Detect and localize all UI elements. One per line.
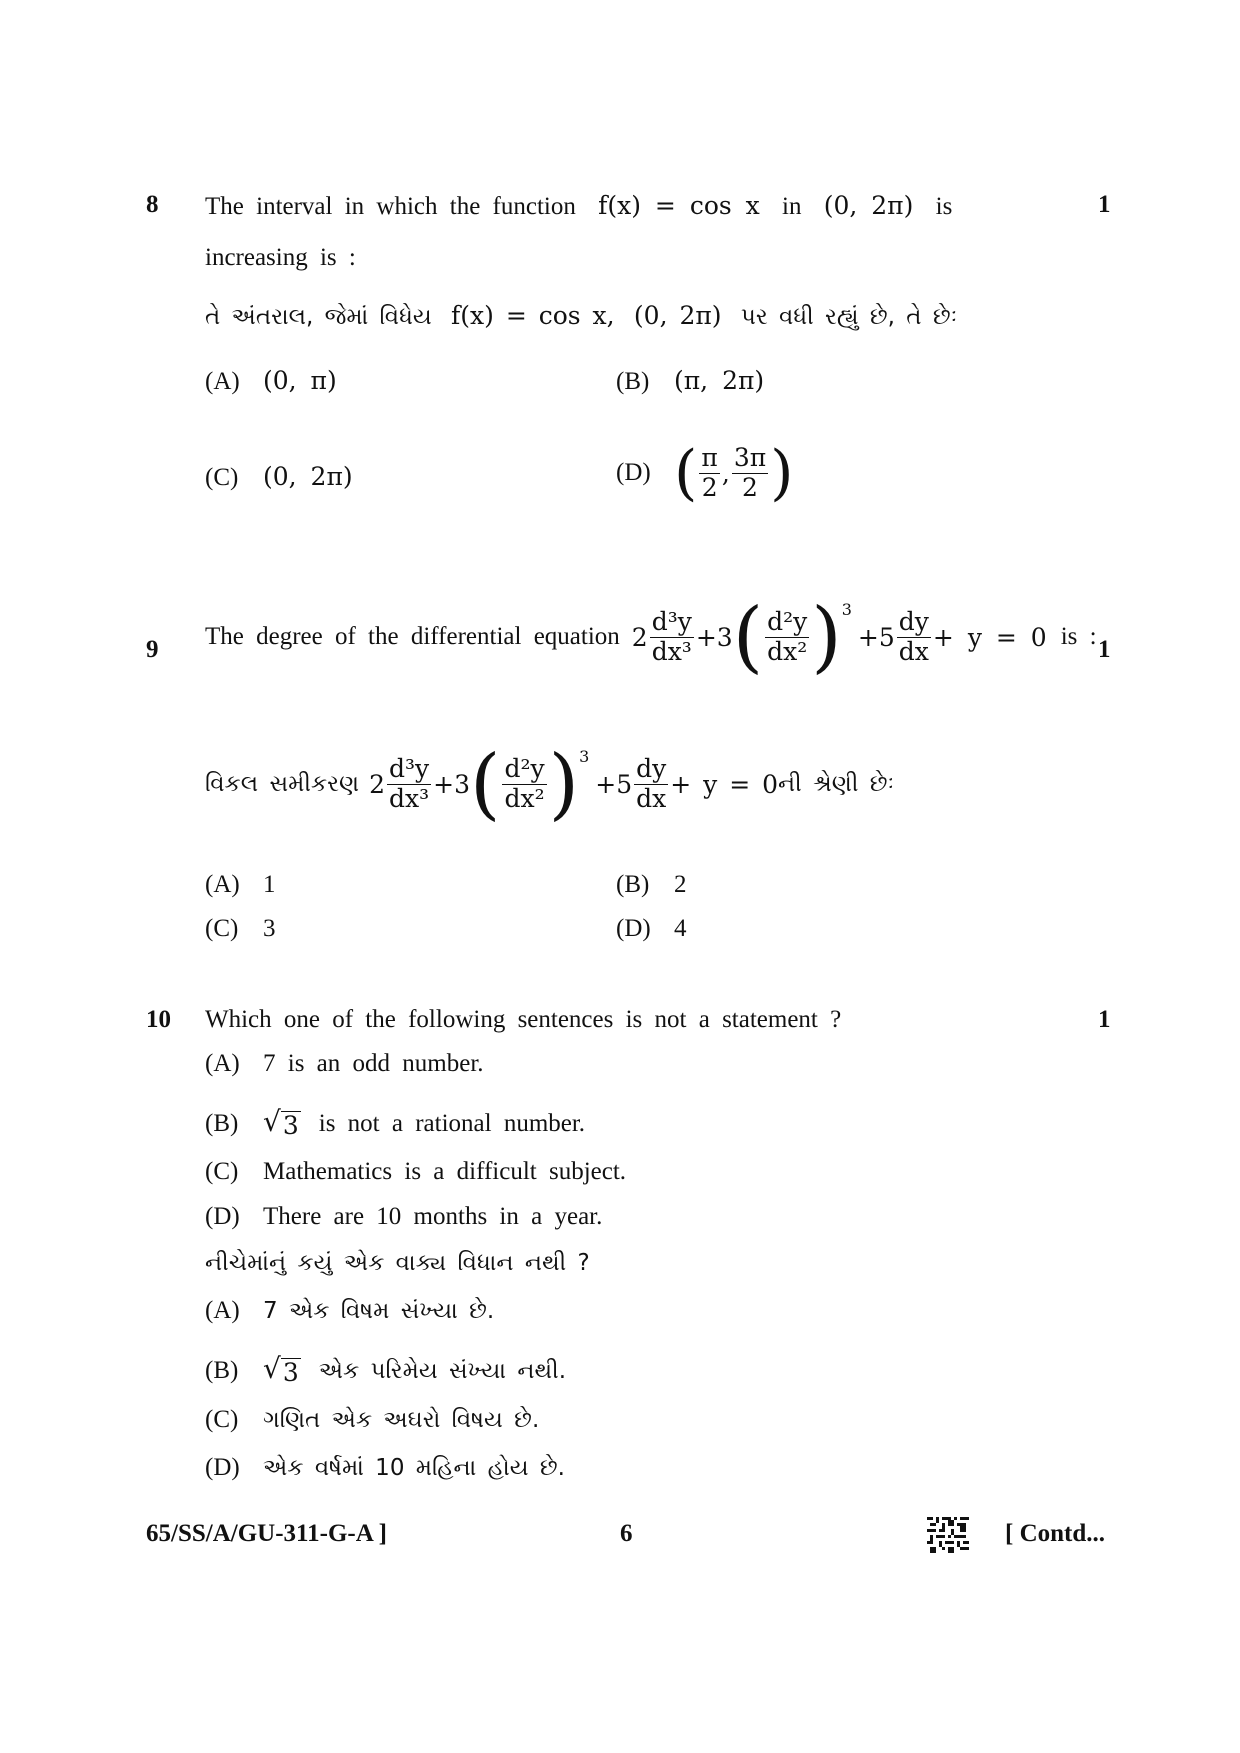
q10-gu-option-d xyxy=(205,1454,565,1482)
numerator: d²y xyxy=(504,753,545,783)
numerator: d²y xyxy=(767,606,808,636)
option-label: (D) xyxy=(616,459,651,486)
q8-function: f(x) = cos x xyxy=(598,191,760,220)
square-root xyxy=(263,1352,301,1387)
fraction xyxy=(387,755,431,814)
denominator: 2 xyxy=(732,473,768,503)
q8-gu-text-b: પર વધી રહ્યું છે, તે છેઃ xyxy=(740,304,958,330)
term: +3 xyxy=(695,622,733,652)
q9-option-a xyxy=(205,871,276,899)
numerator: d³y xyxy=(651,606,692,636)
option-label: (B) xyxy=(616,368,650,395)
denominator: 2 xyxy=(699,473,719,503)
question-8-marks: 1 xyxy=(1098,191,1111,218)
q10-gu-option-c xyxy=(205,1406,539,1434)
term: +5 xyxy=(857,622,895,652)
denominator: dx xyxy=(897,637,931,667)
fraction xyxy=(699,444,719,503)
numerator: π xyxy=(701,442,718,472)
option-label: (D) xyxy=(616,915,651,942)
denominator: dx³ xyxy=(387,784,431,814)
denominator: dx³ xyxy=(650,637,694,667)
q9-option-c xyxy=(205,915,276,943)
numerator: dy xyxy=(898,606,929,636)
option-label: (D) xyxy=(205,1454,240,1481)
option-label: (B) xyxy=(205,1357,239,1384)
option-value xyxy=(674,438,794,508)
radical-sign: √ xyxy=(263,1105,281,1138)
numerator: d³y xyxy=(389,753,430,783)
q8-option-c xyxy=(205,462,353,492)
option-label: (B) xyxy=(205,1110,239,1137)
option-label: (D) xyxy=(205,1203,240,1230)
fraction xyxy=(897,608,931,667)
q8-option-d xyxy=(616,438,794,508)
q9-gu-text-b: ની શ્રેણી છેઃ xyxy=(778,771,895,797)
q9-text: The degree of the differential equation xyxy=(205,623,620,650)
question-10-text-gu: નીચેમાંનું કયું એક વાક્ય વિધાન નથી ? xyxy=(205,1250,590,1276)
radicand: 3 xyxy=(282,1111,299,1140)
q9-equation xyxy=(631,592,1047,682)
question-8-text-en xyxy=(205,191,952,221)
option-value: (π, 2π) xyxy=(674,366,765,395)
q8-gu-function: f(x) = cos x, xyxy=(451,301,615,330)
option-label: (C) xyxy=(205,1158,239,1185)
q10-en-option-c xyxy=(205,1158,626,1186)
q8-option-a xyxy=(205,366,337,396)
radical-sign: √ xyxy=(263,1352,281,1385)
q9-option-b xyxy=(616,871,687,899)
question-9-text-gu xyxy=(205,739,895,829)
option-value: 4 xyxy=(674,915,687,942)
denominator: dx² xyxy=(765,637,809,667)
option-value: 1 xyxy=(263,871,276,898)
question-number-10: 10 xyxy=(146,1006,171,1033)
coefficient: 2 xyxy=(631,622,648,652)
q8-gu-interval: (0, 2π) xyxy=(633,301,722,330)
option-value: 7 એક વિષમ સંખ્યા છે. xyxy=(263,1298,495,1324)
right-paren: ) xyxy=(811,592,842,682)
option-value: There are 10 months in a year. xyxy=(263,1203,603,1230)
option-value: 2 xyxy=(674,871,687,898)
question-9-text-en xyxy=(205,592,1097,682)
option-value: એક વર્ષમાં 10 મહિના હોય છે. xyxy=(263,1455,565,1481)
option-label: (C) xyxy=(205,1406,239,1433)
fraction xyxy=(732,444,768,503)
q9-is: is : xyxy=(1060,623,1097,650)
option-label: (B) xyxy=(616,871,650,898)
right-paren: ) xyxy=(548,739,580,829)
option-label: (A) xyxy=(205,871,240,898)
exponent: 3 xyxy=(579,747,590,766)
q8-option-b xyxy=(616,366,764,396)
q9-gu-equation xyxy=(369,739,779,829)
comma: , xyxy=(721,458,730,488)
option-label: (C) xyxy=(205,464,239,491)
option-value: 3 xyxy=(263,915,276,942)
left-paren: ( xyxy=(674,438,698,508)
q8-in: in xyxy=(782,193,802,220)
option-value: 7 is an odd number. xyxy=(263,1050,484,1077)
q10-gu-option-b xyxy=(205,1352,567,1387)
q8-interval: (0, 2π) xyxy=(823,191,914,220)
exponent: 3 xyxy=(841,600,852,619)
option-value: is not a rational number. xyxy=(318,1110,586,1137)
q10-gu-option-a xyxy=(205,1297,494,1325)
option-value: ગણિત એક અઘરો વિષય છે. xyxy=(263,1407,540,1433)
question-8-text-en-line2: increasing is : xyxy=(205,244,356,271)
question-9-marks: 1 xyxy=(1098,636,1111,663)
left-paren: ( xyxy=(732,592,764,682)
question-number-9: 9 xyxy=(146,636,159,663)
q8-text-a: The interval in which the function xyxy=(205,193,576,220)
coefficient: 2 xyxy=(369,769,386,799)
denominator: dx² xyxy=(502,784,546,814)
qr-code-icon xyxy=(927,1516,969,1554)
q10-en-option-d xyxy=(205,1203,602,1231)
denominator: dx xyxy=(634,784,668,814)
option-value: (0, 2π) xyxy=(263,462,353,491)
term: +5 xyxy=(595,769,633,799)
fraction xyxy=(765,608,809,667)
radicand: 3 xyxy=(282,1358,299,1387)
option-label: (C) xyxy=(205,915,239,942)
paper-code: 65/SS/A/GU-311-G-A ] xyxy=(146,1520,387,1547)
numerator: 3π xyxy=(733,442,767,472)
q9-gu-text-a: વિકલ સમીકરણ xyxy=(205,771,360,797)
fraction xyxy=(634,755,668,814)
fraction xyxy=(502,755,546,814)
q8-is: is xyxy=(935,193,953,220)
left-paren: ( xyxy=(470,739,501,829)
question-8-text-gu xyxy=(205,301,957,330)
option-value: Mathematics is a difficult subject. xyxy=(263,1158,627,1185)
continued-label: [ Contd... xyxy=(1005,1520,1106,1547)
q10-en-option-a xyxy=(205,1050,484,1078)
numerator: dy xyxy=(636,753,667,783)
term: +3 xyxy=(433,769,471,799)
option-value: એક પરિમેય સંખ્યા નથી. xyxy=(318,1358,567,1384)
option-label: (A) xyxy=(205,1050,240,1077)
term: + y = 0 xyxy=(932,622,1047,652)
option-value: (0, π) xyxy=(263,366,337,395)
q9-option-d xyxy=(616,915,687,943)
q10-en-option-b xyxy=(205,1105,586,1140)
option-label: (A) xyxy=(205,368,240,395)
question-10-marks: 1 xyxy=(1098,1006,1111,1033)
right-paren: ) xyxy=(770,438,794,508)
page-number: 6 xyxy=(620,1520,633,1547)
term: + y = 0 xyxy=(670,769,779,799)
question-10-text-en: Which one of the following sentences is not a statement ? xyxy=(205,1006,842,1033)
question-number-8: 8 xyxy=(146,191,159,218)
square-root xyxy=(263,1105,301,1140)
option-label: (A) xyxy=(205,1297,240,1324)
q8-gu-text-a: તે અંતરાલ, જેમાં વિધેય xyxy=(205,304,432,330)
fraction xyxy=(650,608,694,667)
